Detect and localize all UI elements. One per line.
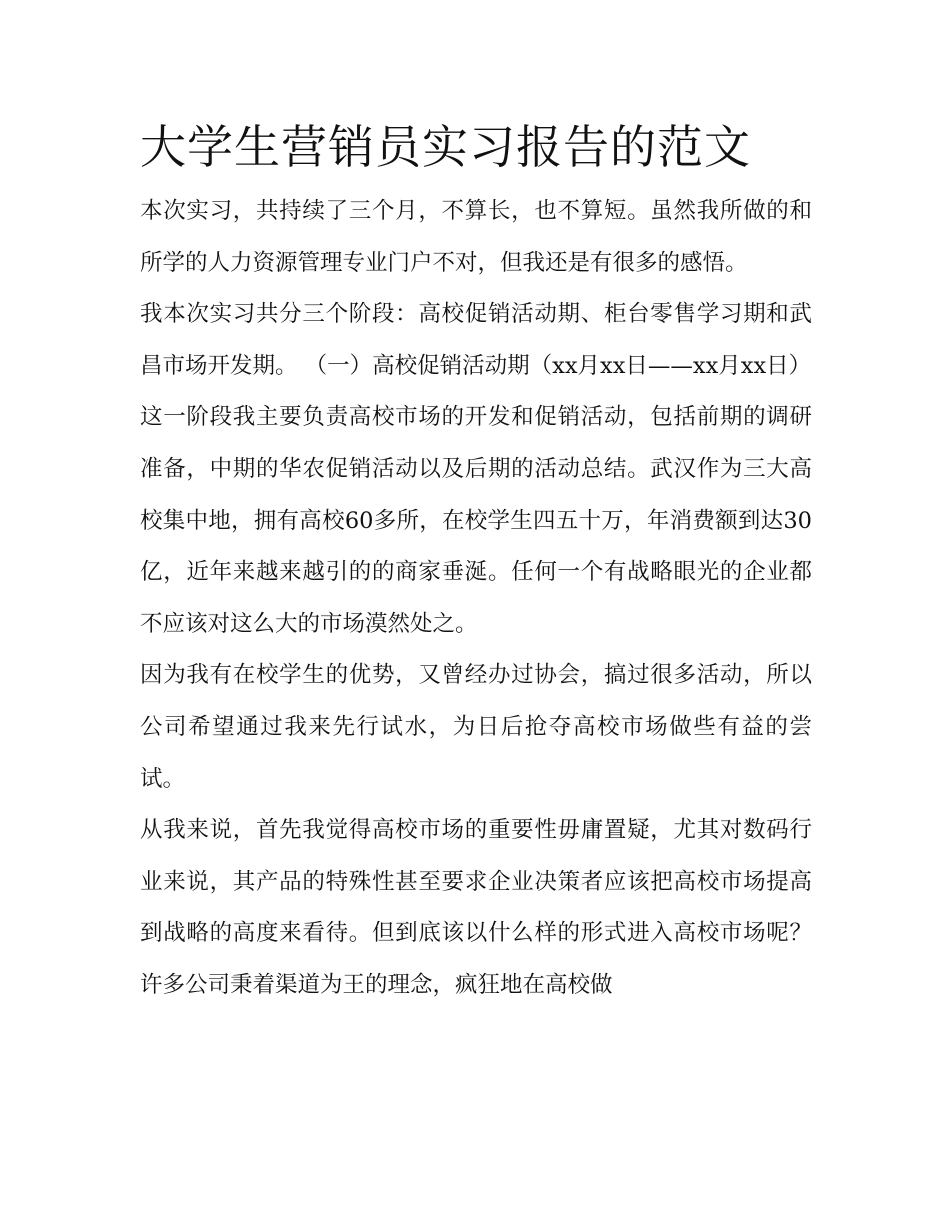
paragraph-1: 本次实习，共持续了三个月，不算长，也不算短。虽然我所做的和所学的人力资源管理专业门户不对，但我还是有很多的感悟。 [140, 198, 812, 276]
paragraph-4: 因为我有在校学生的优势，又曾经办过协会，搞过很多活动，所以公司希望通过我来先行试水，为日后抢夺高校市场做些有益的尝试。 [140, 662, 812, 792]
document-body [140, 112, 812, 1012]
paragraph-2: 我本次实习共分三个阶段：高校促销活动期、柜台零售学习期和武昌市场开发期。 （一）高校促销活动期（xx月xx日——xx月xx日） [140, 301, 812, 379]
document-title: 大学生营销员实习报告的范文 [140, 120, 751, 174]
paragraph-5: 从我来说，首先我觉得高校市场的重要性毋庸置疑，尤其对数码行业来说，其产品的特殊性甚至要求企业决策者应该把高校市场提高到战略的高度来看待。但到底该以什么样的形式进入高校市场呢？许多公司秉着渠道为王的理念，疯狂地在高校做 [140, 817, 812, 998]
paragraph-3: 这一阶段我主要负责高校市场的开发和促销活动，包括前期的调研准备，中期的华农促销活动以及后期的活动总结。武汉作为三大高校集中地，拥有高校60多所，在校学生四五十万，年消费额到达30亿，近年来越来越引的的商家垂涎。任何一个有战略眼光的企业都不应该对这么大的市场漠然处之。 [140, 404, 812, 637]
